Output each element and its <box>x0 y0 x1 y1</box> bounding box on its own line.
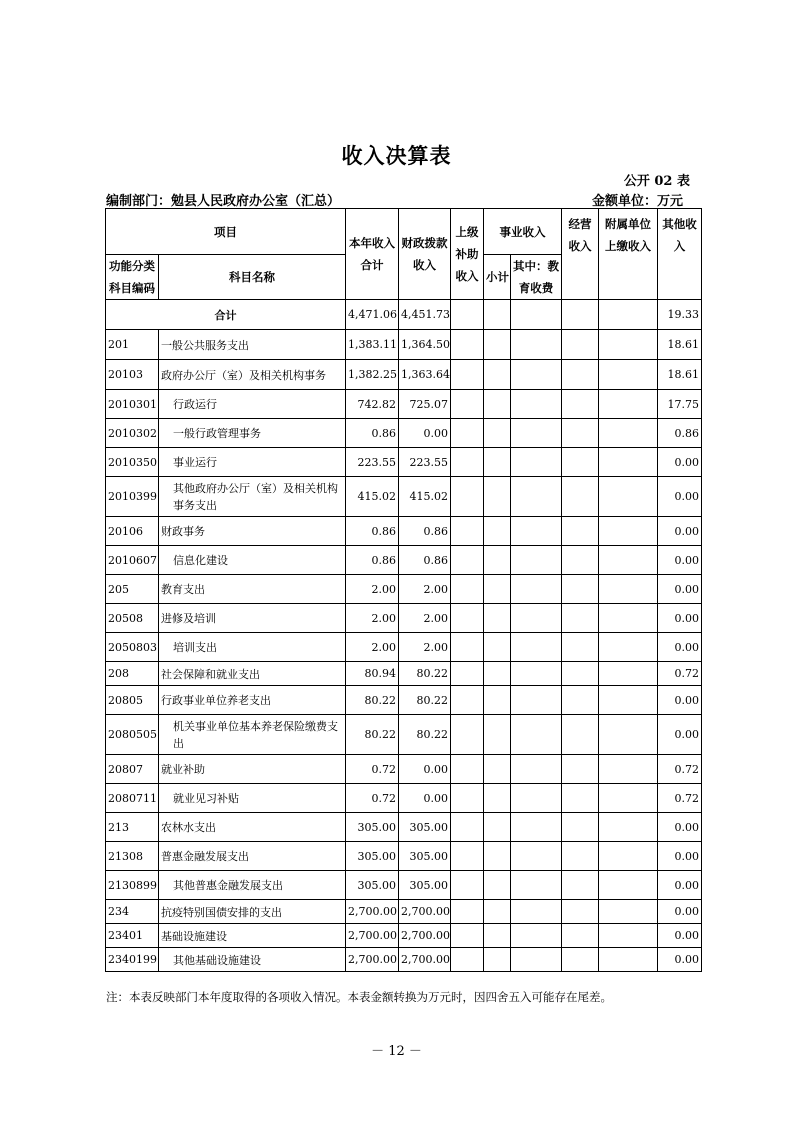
row-code: 201 <box>106 330 159 360</box>
row-fiscal: 0.86 <box>399 517 451 546</box>
empty-cell <box>451 784 484 813</box>
row-name: 就业见习补贴 <box>159 784 346 813</box>
row-total-income: 0.72 <box>346 755 399 784</box>
row-name: 就业补助 <box>159 755 346 784</box>
row-code: 2130899 <box>106 871 159 900</box>
empty-cell <box>451 419 484 448</box>
row-total-income: 305.00 <box>346 813 399 842</box>
empty-cell <box>451 604 484 633</box>
row-code: 208 <box>106 662 159 686</box>
empty-cell <box>511 419 562 448</box>
table-row <box>106 448 702 477</box>
row-other: 0.00 <box>658 517 702 546</box>
empty-cell <box>599 604 658 633</box>
empty-cell <box>599 784 658 813</box>
empty-cell <box>599 900 658 924</box>
empty-cell <box>451 575 484 604</box>
empty-cell <box>451 633 484 662</box>
row-other: 0.00 <box>658 900 702 924</box>
empty-cell <box>484 900 511 924</box>
table-row <box>106 900 702 924</box>
table-row <box>106 686 702 715</box>
empty-cell <box>511 330 562 360</box>
header-subject-name: 科目名称 <box>159 255 346 300</box>
empty-cell <box>562 842 599 871</box>
row-fiscal: 80.22 <box>399 686 451 715</box>
empty-cell <box>511 546 562 575</box>
header-business-edu: 其中：教育收费 <box>511 255 562 300</box>
empty-cell <box>599 686 658 715</box>
table-row <box>106 924 702 948</box>
empty-cell <box>562 477 599 517</box>
row-total-income: 2,700.00 <box>346 948 399 972</box>
header-total-income: 本年收入合计 <box>346 209 399 300</box>
empty-cell <box>562 662 599 686</box>
empty-cell <box>562 517 599 546</box>
empty-cell <box>562 755 599 784</box>
row-fiscal: 0.00 <box>399 755 451 784</box>
empty-cell <box>451 546 484 575</box>
department-label: 编制部门：勉县人民政府办公室（汇总） <box>106 194 341 209</box>
row-name: 机关事业单位基本养老保险缴费支出 <box>159 715 346 755</box>
empty-cell <box>511 448 562 477</box>
empty-cell <box>484 924 511 948</box>
row-name: 一般公共服务支出 <box>159 330 346 360</box>
row-code: 234 <box>106 900 159 924</box>
row-other: 0.00 <box>658 924 702 948</box>
row-other: 0.00 <box>658 686 702 715</box>
row-code: 205 <box>106 575 159 604</box>
empty-cell <box>562 948 599 972</box>
row-name: 普惠金融发展支出 <box>159 842 346 871</box>
empty-cell <box>511 390 562 419</box>
form-number: 公开 02 表 <box>623 174 690 189</box>
table-row <box>106 477 702 517</box>
empty-cell <box>511 871 562 900</box>
table-row <box>106 604 702 633</box>
empty-cell <box>451 715 484 755</box>
table-row <box>106 784 702 813</box>
row-other: 0.00 <box>658 546 702 575</box>
table-row <box>106 813 702 842</box>
row-code: 2010302 <box>106 419 159 448</box>
row-total-income: 2.00 <box>346 604 399 633</box>
header-func-code: 功能分类科目编码 <box>106 255 159 300</box>
row-other: 0.00 <box>658 604 702 633</box>
row-name: 一般行政管理事务 <box>159 419 346 448</box>
row-name: 农林水支出 <box>159 813 346 842</box>
row-name: 行政运行 <box>159 390 346 419</box>
table-row <box>106 419 702 448</box>
empty-cell <box>562 900 599 924</box>
empty-cell <box>599 390 658 419</box>
row-other: 18.61 <box>658 330 702 360</box>
empty-cell <box>511 633 562 662</box>
row-code: 21308 <box>106 842 159 871</box>
empty-cell <box>599 360 658 390</box>
row-fiscal: 2,700.00 <box>399 948 451 972</box>
table-row <box>106 517 702 546</box>
empty-cell <box>451 842 484 871</box>
row-other: 0.00 <box>658 575 702 604</box>
row-other: 0.00 <box>658 448 702 477</box>
empty-cell <box>484 784 511 813</box>
row-other: 17.75 <box>658 390 702 419</box>
table-row <box>106 715 702 755</box>
table-row <box>106 360 702 390</box>
empty-cell <box>562 604 599 633</box>
empty-cell <box>599 813 658 842</box>
total-other-value: 19.33 <box>658 300 702 330</box>
row-other: 0.72 <box>658 662 702 686</box>
empty-cell <box>451 871 484 900</box>
row-total-income: 415.02 <box>346 477 399 517</box>
row-total-income: 0.86 <box>346 419 399 448</box>
empty-cell <box>562 784 599 813</box>
empty-cell <box>484 813 511 842</box>
empty-cell <box>484 546 511 575</box>
empty-cell <box>511 715 562 755</box>
row-name: 进修及培训 <box>159 604 346 633</box>
row-name: 教育支出 <box>159 575 346 604</box>
table-row <box>106 755 702 784</box>
empty-cell <box>451 390 484 419</box>
row-total-income: 2.00 <box>346 633 399 662</box>
empty-cell <box>599 871 658 900</box>
row-fiscal: 1,364.50 <box>399 330 451 360</box>
page-number: － 12 － <box>371 1044 422 1059</box>
row-total-income: 2,700.00 <box>346 924 399 948</box>
empty-cell <box>484 448 511 477</box>
empty-cell <box>484 948 511 972</box>
empty-cell <box>451 755 484 784</box>
empty-cell <box>451 477 484 517</box>
row-fiscal: 2.00 <box>399 633 451 662</box>
row-fiscal: 2,700.00 <box>399 900 451 924</box>
row-code: 2340199 <box>106 948 159 972</box>
row-fiscal: 2.00 <box>399 575 451 604</box>
row-other: 0.00 <box>658 842 702 871</box>
empty-cell <box>484 715 511 755</box>
row-fiscal: 415.02 <box>399 477 451 517</box>
row-code: 20508 <box>106 604 159 633</box>
empty-cell <box>511 517 562 546</box>
row-total-income: 0.72 <box>346 784 399 813</box>
row-other: 0.00 <box>658 813 702 842</box>
empty-cell <box>451 360 484 390</box>
row-code: 20103 <box>106 360 159 390</box>
row-name: 社会保障和就业支出 <box>159 662 346 686</box>
row-total-income: 305.00 <box>346 842 399 871</box>
empty-cell <box>451 948 484 972</box>
empty-cell <box>451 330 484 360</box>
table-row <box>106 330 702 360</box>
empty-cell <box>511 686 562 715</box>
row-fiscal: 305.00 <box>399 842 451 871</box>
table-row <box>106 633 702 662</box>
row-code: 2010607 <box>106 546 159 575</box>
empty-cell <box>562 715 599 755</box>
header-affiliated: 附属单位上缴收入 <box>599 209 658 300</box>
empty-cell <box>599 633 658 662</box>
empty-cell <box>562 924 599 948</box>
row-other: 0.00 <box>658 948 702 972</box>
row-fiscal: 2,700.00 <box>399 924 451 948</box>
total-label: 合计 <box>106 300 346 330</box>
empty-cell <box>599 546 658 575</box>
row-total-income: 2.00 <box>346 575 399 604</box>
empty-cell <box>484 686 511 715</box>
table-row <box>106 575 702 604</box>
header-other: 其他收入 <box>658 209 702 300</box>
empty-cell <box>599 419 658 448</box>
row-code: 2010301 <box>106 390 159 419</box>
header-operating: 经营收入 <box>562 209 599 300</box>
empty-cell <box>511 477 562 517</box>
empty-cell <box>562 360 599 390</box>
empty-cell <box>562 871 599 900</box>
row-code: 20807 <box>106 755 159 784</box>
row-name: 行政事业单位养老支出 <box>159 686 346 715</box>
empty-cell <box>511 784 562 813</box>
empty-cell <box>562 448 599 477</box>
empty-cell <box>511 900 562 924</box>
row-fiscal: 0.00 <box>399 419 451 448</box>
empty-cell <box>484 390 511 419</box>
row-fiscal: 305.00 <box>399 813 451 842</box>
row-code: 23401 <box>106 924 159 948</box>
empty-cell <box>599 842 658 871</box>
empty-cell <box>511 662 562 686</box>
row-name: 其他政府办公厅（室）及相关机构事务支出 <box>159 477 346 517</box>
header-superior: 上级补助收入 <box>451 209 484 300</box>
row-code: 2080711 <box>106 784 159 813</box>
row-name: 政府办公厅（室）及相关机构事务 <box>159 360 346 390</box>
empty-cell <box>511 604 562 633</box>
empty-cell <box>484 842 511 871</box>
row-other: 0.86 <box>658 419 702 448</box>
empty-cell <box>562 390 599 419</box>
header-item: 项目 <box>106 209 346 255</box>
table-row <box>106 546 702 575</box>
row-fiscal: 2.00 <box>399 604 451 633</box>
row-other: 0.00 <box>658 477 702 517</box>
empty-cell <box>484 419 511 448</box>
row-other: 0.72 <box>658 755 702 784</box>
empty-cell <box>484 477 511 517</box>
unit-label: 金额单位：万元 <box>591 194 683 209</box>
empty-cell <box>484 871 511 900</box>
row-name: 财政事务 <box>159 517 346 546</box>
empty-cell <box>562 813 599 842</box>
empty-cell <box>451 517 484 546</box>
empty-cell <box>599 662 658 686</box>
total-fiscal-value: 4,451.73 <box>399 300 451 330</box>
row-name: 抗疫特别国债安排的支出 <box>159 900 346 924</box>
row-name: 其他基础设施建设 <box>159 948 346 972</box>
row-fiscal: 1,363.64 <box>399 360 451 390</box>
row-code: 2010399 <box>106 477 159 517</box>
empty-cell <box>562 419 599 448</box>
table-row <box>106 390 702 419</box>
row-other: 0.00 <box>658 715 702 755</box>
empty-cell <box>451 813 484 842</box>
empty-cell <box>599 448 658 477</box>
empty-cell <box>599 755 658 784</box>
row-total-income: 1,383.11 <box>346 330 399 360</box>
row-fiscal: 725.07 <box>399 390 451 419</box>
empty-cell <box>484 575 511 604</box>
table-row <box>106 662 702 686</box>
row-fiscal: 80.22 <box>399 662 451 686</box>
row-code: 20106 <box>106 517 159 546</box>
total-row <box>106 300 702 330</box>
row-total-income: 1,382.25 <box>346 360 399 390</box>
row-other: 0.00 <box>658 871 702 900</box>
row-total-income: 305.00 <box>346 871 399 900</box>
empty-cell <box>511 842 562 871</box>
row-other: 0.00 <box>658 633 702 662</box>
empty-cell <box>599 924 658 948</box>
empty-cell <box>511 575 562 604</box>
page-title: 收入决算表 <box>341 143 452 168</box>
row-fiscal: 80.22 <box>399 715 451 755</box>
table-note: 注：本表反映部门本年度取得的各项收入情况。本表金额转换为万元时，因四舍五入可能存在尾差。 <box>106 990 612 1004</box>
empty-cell <box>451 662 484 686</box>
row-fiscal: 0.00 <box>399 784 451 813</box>
row-total-income: 742.82 <box>346 390 399 419</box>
empty-cell <box>511 755 562 784</box>
row-total-income: 0.86 <box>346 546 399 575</box>
row-name: 其他普惠金融发展支出 <box>159 871 346 900</box>
total-income-value: 4,471.06 <box>346 300 399 330</box>
row-fiscal: 305.00 <box>399 871 451 900</box>
row-fiscal: 0.86 <box>399 546 451 575</box>
header-business-subtotal: 小计 <box>484 255 511 300</box>
row-total-income: 223.55 <box>346 448 399 477</box>
row-code: 2010350 <box>106 448 159 477</box>
row-other: 18.61 <box>658 360 702 390</box>
empty-cell <box>484 633 511 662</box>
empty-cell <box>484 604 511 633</box>
row-total-income: 2,700.00 <box>346 900 399 924</box>
empty-cell <box>562 330 599 360</box>
empty-cell <box>511 924 562 948</box>
row-name: 信息化建设 <box>159 546 346 575</box>
row-total-income: 80.22 <box>346 715 399 755</box>
row-total-income: 0.86 <box>346 517 399 546</box>
empty-cell <box>562 575 599 604</box>
row-code: 213 <box>106 813 159 842</box>
empty-cell <box>451 686 484 715</box>
row-total-income: 80.22 <box>346 686 399 715</box>
empty-cell <box>451 924 484 948</box>
table-row <box>106 948 702 972</box>
row-name: 事业运行 <box>159 448 346 477</box>
empty-cell <box>451 900 484 924</box>
empty-cell <box>562 633 599 662</box>
table-row <box>106 871 702 900</box>
row-total-income: 80.94 <box>346 662 399 686</box>
empty-cell <box>599 575 658 604</box>
row-code: 20805 <box>106 686 159 715</box>
row-code: 2050803 <box>106 633 159 662</box>
table-row <box>106 842 702 871</box>
header-business: 事业收入 <box>484 209 562 255</box>
empty-cell <box>484 755 511 784</box>
row-name: 基础设施建设 <box>159 924 346 948</box>
empty-cell <box>511 948 562 972</box>
empty-cell <box>599 715 658 755</box>
empty-cell <box>451 448 484 477</box>
empty-cell <box>562 546 599 575</box>
empty-cell <box>599 948 658 972</box>
row-code: 2080505 <box>106 715 159 755</box>
empty-cell <box>484 517 511 546</box>
header-fiscal: 财政拨款收入 <box>399 209 451 300</box>
empty-cell <box>599 477 658 517</box>
empty-cell <box>599 330 658 360</box>
empty-cell <box>562 686 599 715</box>
empty-cell <box>511 813 562 842</box>
empty-cell <box>599 517 658 546</box>
row-other: 0.72 <box>658 784 702 813</box>
empty-cell <box>484 360 511 390</box>
empty-cell <box>484 330 511 360</box>
row-fiscal: 223.55 <box>399 448 451 477</box>
row-name: 培训支出 <box>159 633 346 662</box>
empty-cell <box>511 360 562 390</box>
empty-cell <box>484 662 511 686</box>
income-table <box>105 208 702 972</box>
